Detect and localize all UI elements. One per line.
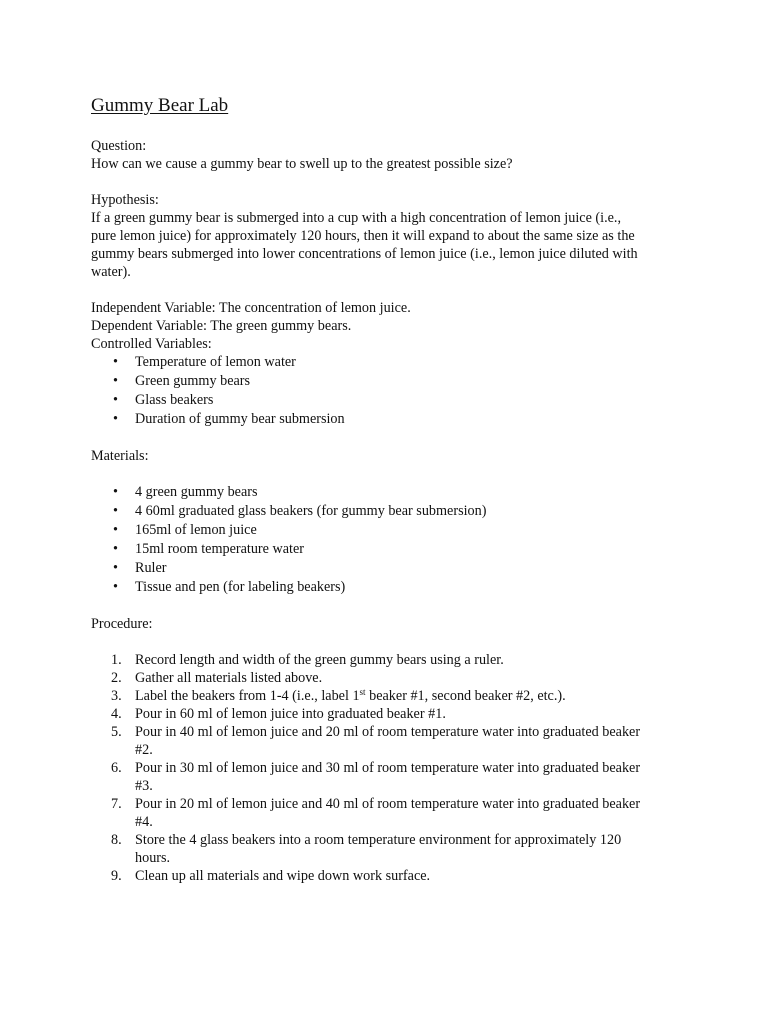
- hypothesis-line: water).: [91, 264, 131, 280]
- hypothesis-label: Hypothesis:: [91, 192, 159, 208]
- bullet-icon: •: [113, 541, 118, 557]
- hypothesis-line: pure lemon juice) for approximately 120 hours, then it will expand to about the same size as the: [91, 228, 635, 244]
- bullet-icon: •: [113, 411, 118, 427]
- bullet-icon: •: [113, 560, 118, 576]
- list-item: • 4 green gummy bears: [113, 484, 258, 500]
- bullet-icon: •: [113, 522, 118, 538]
- document-page: [91, 94, 681, 885]
- hypothesis-line: If a green gummy bear is submerged into a cup with a high concentration of lemon juice (i.e.,: [91, 210, 622, 226]
- list-item: 6. Pour in 30 ml of lemon juice and 30 ml of room temperature water into graduated beaker #3.: [111, 760, 641, 794]
- dependent-variable: Dependent Variable: The green gummy bears.: [91, 318, 352, 334]
- list-item: 2. Gather all materials listed above.: [111, 670, 323, 686]
- procedure-label: Procedure:: [91, 616, 153, 632]
- list-item: 3. Label the beakers from 1-4 (i.e., label 1st beaker #1, second beaker #2, etc.).: [111, 687, 566, 704]
- hypothesis-line: gummy bears submerged into lower concentrations of lemon juice (i.e., lemon juice diluted with: [91, 246, 638, 262]
- list-item: 5. Pour in 40 ml of lemon juice and 20 ml of room temperature water into graduated beaker #2.: [111, 724, 641, 758]
- materials-label: Materials:: [91, 448, 149, 464]
- procedure-list: [91, 651, 681, 885]
- list-item: • Tissue and pen (for labeling beakers): [113, 579, 346, 595]
- bullet-icon: •: [113, 373, 118, 389]
- bullet-icon: •: [113, 579, 118, 595]
- controlled-variables-list: [91, 353, 681, 429]
- list-item: • Ruler: [113, 560, 167, 576]
- controlled-variables-label: Controlled Variables:: [91, 336, 212, 352]
- list-item: • Glass beakers: [113, 392, 214, 408]
- bullet-icon: •: [113, 503, 118, 519]
- list-item: • 15ml room temperature water: [113, 541, 305, 557]
- list-item: • 4 60ml graduated glass beakers (for gummy bear submersion): [113, 503, 487, 519]
- list-item: 7. Pour in 20 ml of lemon juice and 40 ml of room temperature water into graduated beaker #4.: [111, 796, 641, 830]
- list-item: • Green gummy bears: [113, 373, 251, 389]
- materials-list: [91, 483, 681, 597]
- bullet-icon: •: [113, 484, 118, 500]
- bullet-icon: •: [113, 392, 118, 408]
- list-item: • Temperature of lemon water: [113, 354, 296, 370]
- question-text: How can we cause a gummy bear to swell up to the greatest possible size?: [91, 156, 513, 172]
- list-item: 8. Store the 4 glass beakers into a room temperature environment for approximately 120 hours.: [111, 832, 622, 866]
- list-item: • 165ml of lemon juice: [113, 522, 257, 538]
- independent-variable: Independent Variable: The concentration of lemon juice.: [91, 300, 411, 316]
- list-item: 4. Pour in 60 ml of lemon juice into graduated beaker #1.: [111, 706, 446, 722]
- bullet-icon: •: [113, 354, 118, 370]
- page-title: Gummy Bear Lab: [91, 95, 229, 116]
- question-label: Question:: [91, 138, 147, 154]
- list-item: • Duration of gummy bear submersion: [113, 411, 345, 427]
- list-item: 9. Clean up all materials and wipe down work surface.: [111, 868, 431, 884]
- list-item: 1. Record length and width of the green gummy bears using a ruler.: [111, 652, 504, 668]
